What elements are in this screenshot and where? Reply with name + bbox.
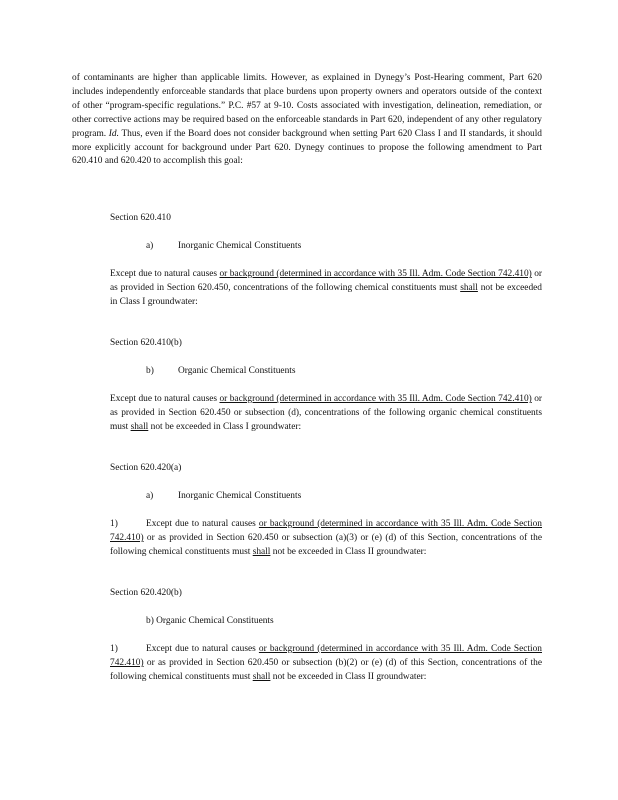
subsection-title: Organic Chemical Constituents — [178, 366, 296, 376]
intro-text-part1: of contaminants are higher than applicable limits. However, as explained in Dynegy’s Post-Hearing comment, Part 620 includes independently enforceable standards that place burdens upon property owners and operators outside of the context of other “program-specific regulations.” P.C. #57 at 9-10. Costs associated with investigation, delineation, remediation, or other corrective actions may be required based on the enforceable standards in Part 620, independent of any other regulatory program. — [72, 73, 542, 139]
section-620-420b-subheading — [110, 615, 542, 629]
section-620-420b-paragraph — [110, 643, 542, 685]
text-run: or as provided in Section 620.450 or subsection (b)(2) or (e) (d) of this Section, concentrations of the following chemical constituents must — [110, 657, 542, 682]
section-620-410b-paragraph — [110, 393, 542, 435]
inserted-text: shall — [252, 546, 271, 557]
section-620-420a-subheading — [110, 490, 542, 504]
inserted-text: shall — [460, 282, 478, 293]
section-620-410-paragraph — [110, 268, 542, 310]
section-620-420a-paragraph — [110, 518, 542, 560]
text-run: not be exceeded in Class I groundwater: — [110, 282, 542, 307]
section-620-410-heading: Section 620.410 — [110, 213, 171, 223]
text-run: Except due to natural causes — [110, 269, 220, 279]
text-run: not be exceeded in Class I groundwater: — [148, 421, 302, 432]
inserted-text: or background (determined in accordance with 35 Ill. Adm. Code Section 742.410) — [110, 519, 542, 543]
text-run: or as provided in Section 620.450 or subsection (a)(3) or (e) (d) of this Section, concentrations of the following chemical constituents must — [110, 532, 542, 557]
text-run: or as provided in Section 620.450 or subsection (d), concentrations of the following organic chemical constituents must — [110, 394, 543, 432]
text-run: or as provided in Section 620.450, concentrations of the following chemical constituents must — [110, 269, 543, 293]
inserted-text: or background (determined in accordance with 35 Ill. Adm. Code Section 742.410) — [110, 644, 542, 668]
subsection-title: Inorganic Chemical Constituents — [178, 491, 302, 501]
section-620-410b-heading: Section 620.410(b) — [110, 338, 182, 348]
inserted-text: shall — [130, 421, 149, 432]
text-run: Except due to natural causes — [110, 394, 220, 404]
subsection-label: b) — [146, 366, 154, 376]
id-citation: Id. — [108, 128, 119, 139]
text-run: Except due to natural causes — [146, 519, 259, 529]
subsection-title: b) Organic Chemical Constituents — [146, 616, 274, 626]
text-run: Except due to natural causes — [146, 644, 259, 654]
text-run: not be exceeded in Class II groundwater: — [270, 671, 427, 682]
inserted-text: or background (determined in accordance with 35 Ill. Adm. Code Section 742.410) — [219, 269, 532, 279]
item-number: 1) — [110, 519, 118, 529]
section-620-410b-subheading — [110, 365, 542, 379]
subsection-label: a) — [146, 241, 154, 251]
subsection-title: Inorganic Chemical Constituents — [178, 241, 302, 251]
intro-text-part2: Thus, even if the Board does not consider background when setting Part 620 Class I and II standards, it should more explicitly account for background under Part 620. Dynegy continues to propose the following amendment to Part 620.410 and 620.420 to accomplish this goal: — [72, 128, 542, 167]
text-run: not be exceeded in Class II groundwater: — [270, 546, 427, 557]
subsection-label: a) — [146, 491, 154, 501]
inserted-text: shall — [252, 671, 271, 682]
section-620-420b-heading: Section 620.420(b) — [110, 588, 182, 598]
intro-text — [72, 72, 542, 169]
section-620-410-subheading — [110, 240, 542, 254]
intro-paragraph — [72, 72, 542, 169]
inserted-text: or background (determined in accordance with 35 Ill. Adm. Code Section 742.410) — [219, 394, 532, 404]
section-620-420a-heading: Section 620.420(a) — [110, 463, 182, 473]
item-number: 1) — [110, 644, 118, 654]
